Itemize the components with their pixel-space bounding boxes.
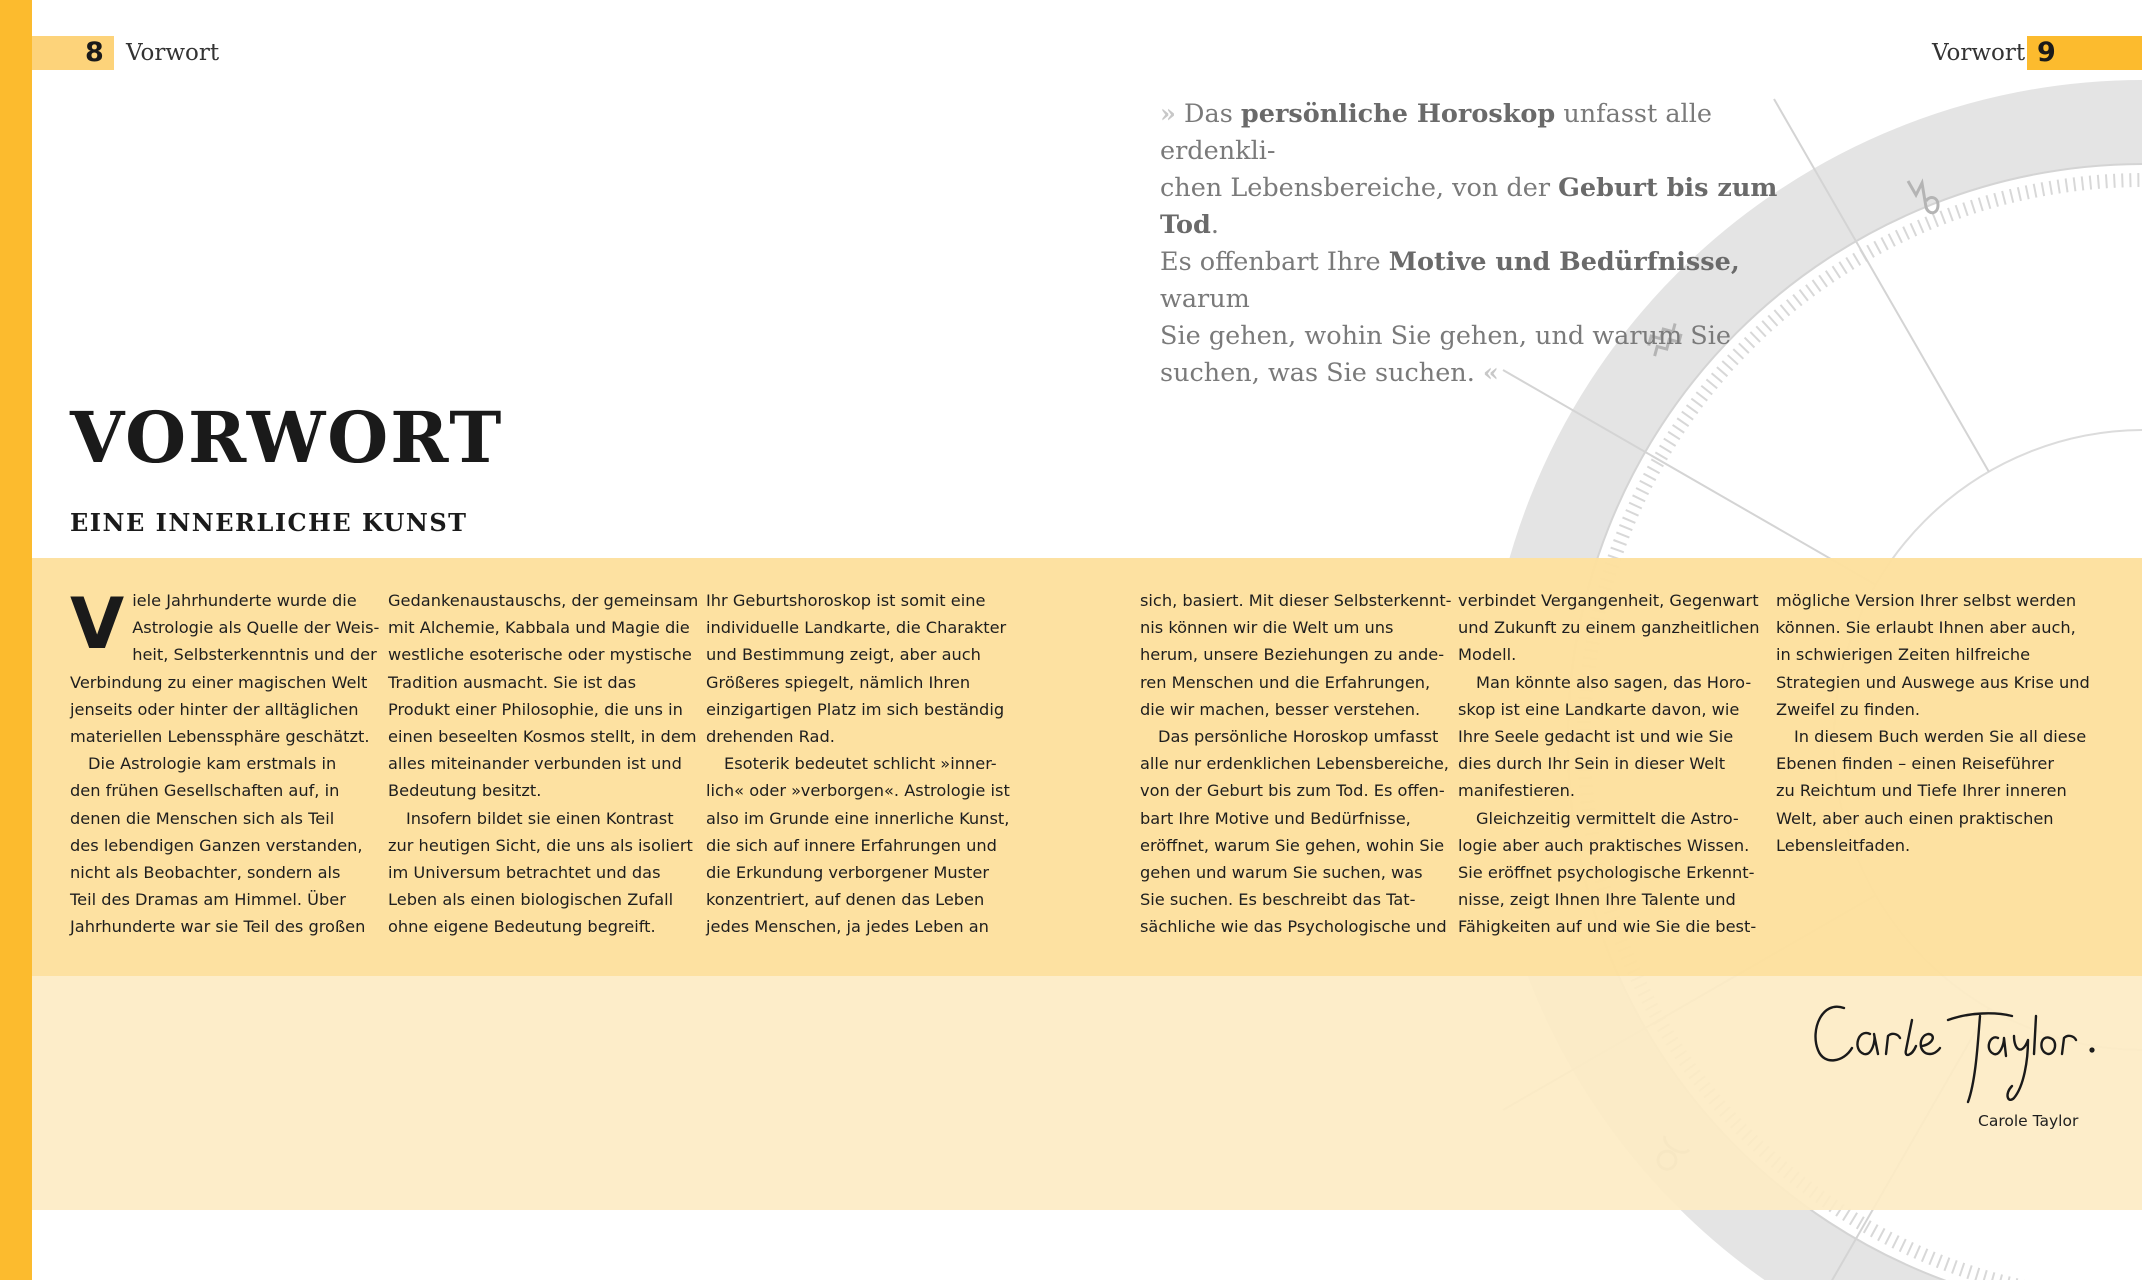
text-line: ohne eigene Bedeutung begreift. xyxy=(388,917,656,937)
text-line: konzentriert, auf denen das Leben xyxy=(706,890,985,910)
text-line: Zweifel zu finden. xyxy=(1776,699,1921,719)
yellow-spine-bar xyxy=(0,0,32,1280)
text-line: sich, basiert. Mit dieser Selbsterkennt- xyxy=(1140,591,1452,610)
text-line: im Universum betrachtet und das xyxy=(388,863,661,883)
text-column-2 xyxy=(388,587,698,941)
text-line: logie aber auch praktisches Wissen. xyxy=(1458,835,1750,855)
left-running-head: Vorwort xyxy=(126,40,220,66)
text-line: bart Ihre Motive und Bedürfnisse, xyxy=(1140,808,1411,828)
text-line: die sich auf innere Erfahrungen und xyxy=(706,835,997,855)
text-line: des lebendigen Ganzen verstanden, xyxy=(70,835,363,855)
page-subtitle: EINE INNERLICHE KUNST xyxy=(70,508,468,537)
text-line: individuelle Landkarte, die Charakter xyxy=(706,618,1007,638)
text-line: einen beseelten Kosmos stellt, in dem xyxy=(388,727,697,747)
text-line: Strategien und Auswege aus Krise und xyxy=(1776,672,2090,692)
text-line: einzigartigen Platz im sich beständig xyxy=(706,699,1005,719)
text-line: zu Reichtum und Tiefe Ihrer inneren xyxy=(1776,781,2067,801)
text-line: Astrologie als Quelle der Weis- xyxy=(132,618,380,638)
text-line: Insofern bildet sie einen Kontrast xyxy=(406,808,674,828)
text-line: dies durch Ihr Sein in dieser Welt xyxy=(1458,754,1726,774)
text-line: den frühen Gesellschaften auf, in xyxy=(70,781,340,801)
text-line: Gleichzeitig vermittelt die Astro- xyxy=(1476,808,1739,828)
text-line: alles miteinander verbunden ist und xyxy=(388,754,682,774)
text-line: und Bestimmung zeigt, aber auch xyxy=(706,645,981,665)
quote-close-mark: « xyxy=(1482,358,1499,388)
text-line: Tradition ausmacht. Sie ist das xyxy=(388,672,637,692)
text-column-3 xyxy=(706,587,1010,941)
text-line: Sie eröffnet psychologische Erkennt- xyxy=(1458,863,1755,883)
text-line: skop ist eine Landkarte davon, wie xyxy=(1458,699,1740,719)
text-line: Verbindung zu einer magischen Welt xyxy=(70,672,368,692)
text-line: zur heutigen Sicht, die uns als isoliert xyxy=(388,835,693,855)
text-line: Bedeutung besitzt. xyxy=(388,781,542,801)
text-line: denen die Menschen sich als Teil xyxy=(70,808,335,828)
text-line: eröffnet, warum Sie gehen, wohin Sie xyxy=(1140,835,1445,855)
text-line: manifestieren. xyxy=(1458,781,1576,801)
signature-name: Carole Taylor xyxy=(1978,1112,2079,1130)
text-line: Produkt einer Philosophie, die uns in xyxy=(388,699,683,719)
right-running-head: Vorwort xyxy=(1932,40,2026,66)
text-line: Größeres spiegelt, nämlich Ihren xyxy=(706,672,971,692)
text-line: jedes Menschen, ja jedes Leben an xyxy=(706,917,989,937)
text-line: Die Astrologie kam erstmals in xyxy=(88,754,337,774)
text-line: In diesem Buch werden Sie all diese xyxy=(1794,727,2087,747)
text-line: in schwierigen Zeiten hilfreiche xyxy=(1776,645,2031,665)
text-column-6 xyxy=(1776,587,2090,859)
text-line: iele Jahrhunderte wurde die xyxy=(132,591,357,610)
text-line: Fähigkeiten auf und wie Sie die best- xyxy=(1458,917,1757,937)
text-line: Ebenen finden – einen Reiseführer xyxy=(1776,754,2055,774)
text-line: nisse, zeigt Ihnen Ihre Talente und xyxy=(1458,890,1736,910)
page-title: VORWORT xyxy=(70,396,504,479)
text-column-5 xyxy=(1458,587,1759,941)
text-column-4 xyxy=(1140,587,1452,941)
text-line: können. Sie erlaubt Ihnen aber auch, xyxy=(1776,618,2076,638)
text-line: Modell. xyxy=(1458,645,1517,665)
text-line: Das persönliche Horoskop umfasst xyxy=(1158,727,1439,747)
text-line: drehenden Rad. xyxy=(706,727,835,747)
text-line: Welt, aber auch einen praktischen xyxy=(1776,808,2054,828)
text-line: Leben als einen biologischen Zufall xyxy=(388,890,674,910)
text-line: von der Geburt bis zum Tod. Es offen- xyxy=(1140,781,1445,801)
text-line: also im Grunde eine innerliche Kunst, xyxy=(706,808,1010,828)
text-line: heit, Selbsterkenntnis und der xyxy=(132,645,377,665)
text-line: mit Alchemie, Kabbala und Magie die xyxy=(388,618,690,638)
pull-quote: » Das persönliche Horoskop unfasst alle erdenkli- chen Lebensbereiche, von der Geburt bis zum Tod. Es offenbart Ihre Motive und Bedürfnisse, warum Sie gehen, wohin Sie gehen, und warum Sie suchen, was Sie suchen. « xyxy=(1160,99,1778,388)
text-line: sächliche wie das Psychologische und xyxy=(1140,917,1447,937)
text-line: Esoterik bedeutet schlicht »inner- xyxy=(724,754,997,774)
text-line: alle nur erdenklichen Lebensbereiche, xyxy=(1140,754,1449,774)
text-line: lich« oder »verborgen«. Astrologie ist xyxy=(706,781,1010,801)
handwritten-signature xyxy=(1800,990,2100,1110)
text-line: materiellen Lebenssphäre geschätzt. xyxy=(70,727,370,747)
right-page-number: 9 xyxy=(2037,37,2056,68)
text-line: herum, unsere Beziehungen zu ande- xyxy=(1140,645,1445,665)
text-line: und Zukunft zu einem ganzheitlichen xyxy=(1458,618,1760,638)
text-line: Lebensleitfaden. xyxy=(1776,835,1911,855)
text-line: nicht als Beobachter, sondern als xyxy=(70,863,341,883)
quote-open-mark: » xyxy=(1160,99,1176,129)
drop-cap: V xyxy=(70,583,125,665)
text-line: Ihre Seele gedacht ist und wie Sie xyxy=(1458,727,1734,747)
text-column-1 xyxy=(70,583,380,941)
text-line: Man könnte also sagen, das Horo- xyxy=(1476,672,1752,692)
text-line: verbindet Vergangenheit, Gegenwart xyxy=(1458,591,1759,610)
left-page-number: 8 xyxy=(85,37,104,68)
text-line: Sie suchen. Es beschreibt das Tat- xyxy=(1140,890,1416,910)
text-line: mögliche Version Ihrer selbst werden xyxy=(1776,591,2077,610)
text-line: ren Menschen und die Erfahrungen, xyxy=(1140,672,1431,692)
text-line: Ihr Geburtshoroskop ist somit eine xyxy=(706,591,986,610)
text-line: die wir machen, besser verstehen. xyxy=(1140,699,1421,719)
text-line: westliche esoterische oder mystische xyxy=(388,645,692,665)
text-line: nis können wir die Welt um uns xyxy=(1140,618,1394,638)
text-line: Gedankenaustauschs, der gemeinsam xyxy=(388,591,699,610)
text-line: Jahrhunderte war sie Teil des großen xyxy=(70,917,366,937)
text-line: Teil des Dramas am Himmel. Über xyxy=(70,890,346,910)
text-line: jenseits oder hinter der alltäglichen xyxy=(70,699,359,719)
text-line: gehen und warum Sie suchen, was xyxy=(1140,863,1423,883)
text-line: die Erkundung verborgener Muster xyxy=(706,863,989,883)
